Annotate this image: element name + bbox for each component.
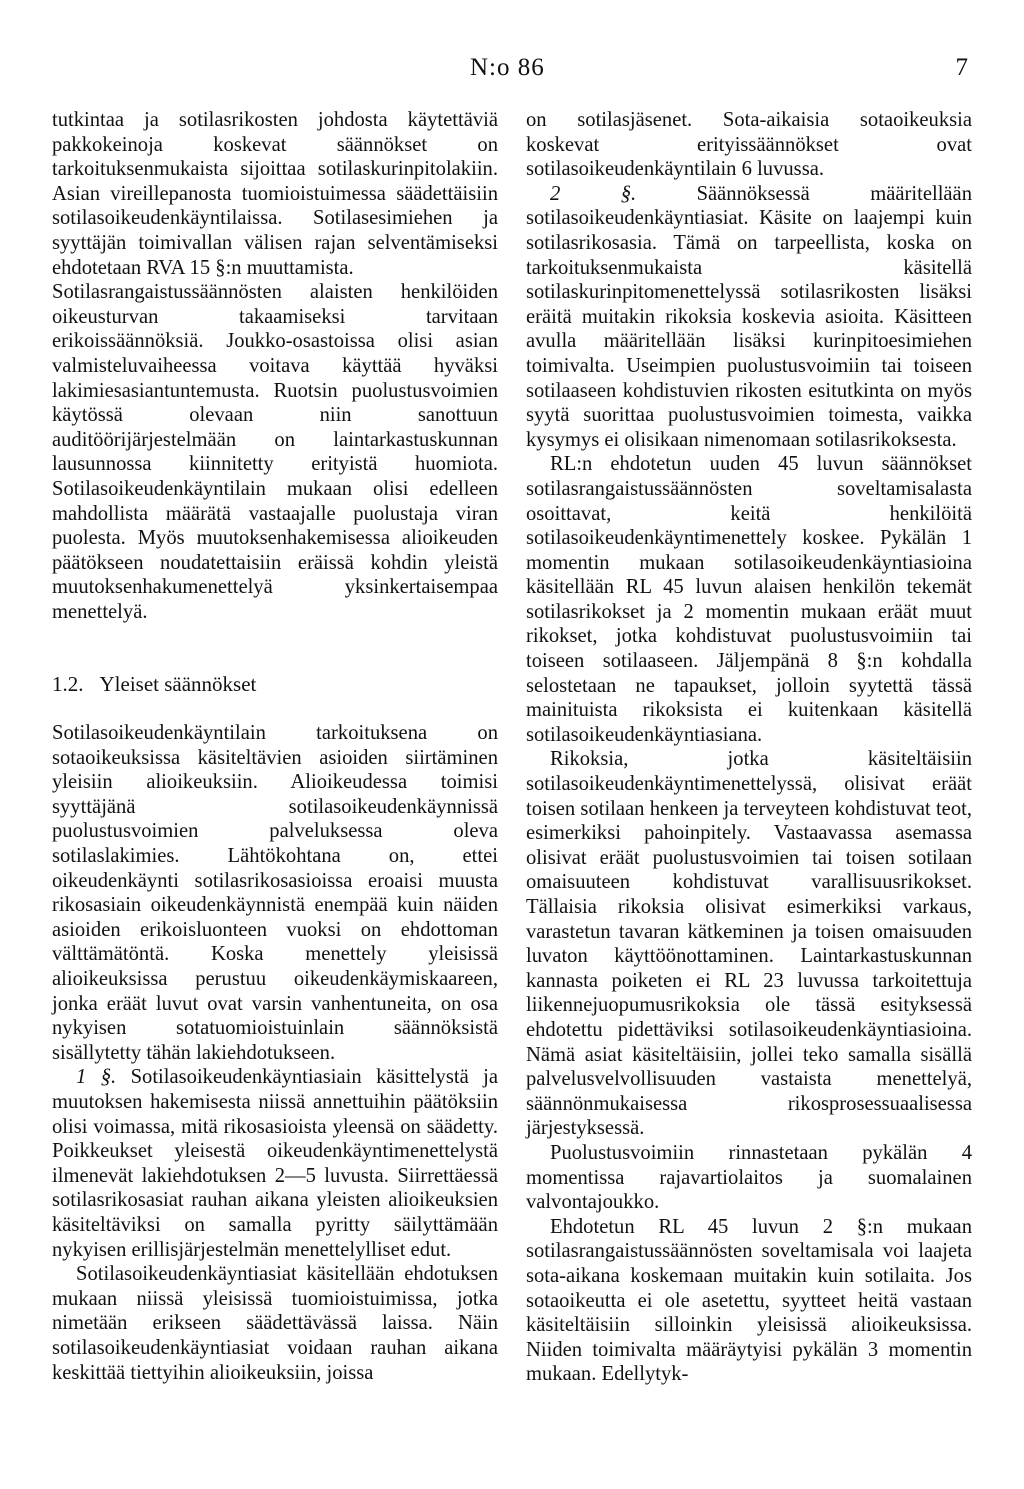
left-column — [52, 108, 498, 1385]
paragraph: Puolustusvoimiin rinnastetaan pykälän 4 momentissa rajavartiolaitos ja suomalainen valvontajoukko. — [526, 1141, 972, 1214]
paragraph: Sotilasoikeudenkäyntiasiat käsitellään ehdotuksen mukaan niissä yleisissä tuomioistuimissa, jotka nimetään erikseen säädettävässä laissa. Näin sotilasoikeudenkäyntiasiat voidaan rauhan aikana keskittää tiettyihin alioikeuksiin, joissa — [52, 1263, 498, 1384]
section-heading-text: Yleiset säännökset — [99, 672, 257, 697]
paragraph-body: Säännöksessä määritellään sotilasoikeudenkäyntiasiat. Käsite on laajempi kuin sotilasrikosasia. Tämä on tarpeellista, koska on tarkoituksenmukaista käsitellä sotilaskurinpitomenettelyssä sotilasrikosten lisäksi eräitä muitakin rikoksia koskevia asioita. Käsitteen avulla määritellään lisäksi kurinpitoesimiehen toimivalta. Useimpien puolustusvoimiin tai toiseen sotilaaseen kohdistuvien rikosten esitutkinta on myös syytä suorittaa puolustusvoimien toimesta, vaikka kysymys ei olisikaan nimenomaan sotilasrikoksesta. — [526, 182, 972, 451]
paragraph: Sotilasoikeudenkäyntilain tarkoituksena on sotaoikeuksissa käsiteltävien asioiden siirtäminen yleisiin alioikeuksiin. Alioikeudessa toimisi syyttäjänä sotilasoikeudenkäynnissä puolustusvoimien palveluksessa oleva sotilaslakimies. Lähtökohtana on, ettei oikeudenkäynti sotilasrikosasioissa eroaisi muusta rikosasiain oikeudenkäynnistä enempää kuin näiden asioiden erikoisluonteen vuoksi on ehdottoman välttämätöntä. Koska menettely yleisissä alioikeuksissa perustuu oikeudenkäymiskaareen, jonka eräät luvut ovat varsin vanhentuneita, on osa nykyisen sotatuomioistuinlain säännöksistä sisällytetty tähän lakiehdotukseen. — [52, 722, 498, 1064]
section-heading-number: 1.2. — [52, 672, 84, 697]
running-head: N:o 86 — [470, 54, 545, 81]
section-marker: 1 §. — [76, 1066, 117, 1089]
right-column — [526, 108, 972, 1387]
paragraph: RL:n ehdotetun uuden 45 luvun säännökset sotilasrangaistussäännösten soveltamisalasta osoittavat, keitä henkilöitä sotilasoikeudenkäyntimenettely koskee. Pykälän 1 momentin mukaan sotilasoikeudenkäyntiasioina käsitellään RL 45 luvun alaisen henkilön tekemät sotilasrikokset ja 2 momentin mukaan eräät muut rikokset, jotka kohdistuvat puolustusvoimiin tai toiseen sotilaaseen. Jäljempänä 8 §:n kohdalla selostetaan ne tapaukset, jolloin syytettä tässä mainituista rikoksista ei kuitenkaan käsitellä sotilasoikeudenkäyntiasiana. — [526, 453, 972, 746]
paragraph: Rikoksia, jotka käsiteltäisiin sotilasoikeudenkäyntimenettelyssä, olisivat eräät toisen sotilaan henkeen ja terveyteen kohdistuvat teot, esimerkiksi pahoinpitely. Vastaavassa asemassa olisivat eräät puolustusvoimien tai toisen sotilaan omaisuuteen kohdistuvat varallisuusrikokset. Tällaisia rikoksia olisivat esimerkiksi varkaus, varastetun tavaran kätkeminen ja toisen omaisuuden luvaton käyttöönottaminen. Laintarkastuskunnan kannasta poiketen ei RL 23 luvussa tarkoitettuja liikennejuopumusrikoksia ole tässä esityksessä ehdotettu pidettäviksi sotilasoikeudenkäyntiasioina. Nämä asiat käsiteltäisiin, jollei teko samalla sisällä palvelusvelvollisuuden vastaista menettelyä, säännönmukaisessa rikosprosessuaalisessa järjestyksessä. — [526, 748, 972, 1140]
page-number: 7 — [955, 54, 968, 81]
paragraph: Ehdotetun RL 45 luvun 2 §:n mukaan sotilasrangaistussäännösten soveltamisala voi laajeta sota-aikana koskemaan muitakin kuin sotilaita. Jos sotaoikeutta ei ole asetettu, syytteet heitä vastaan käsiteltäisiin silloinkin yleisissä alioikeuksissa. Niiden toimivalta määräytyisi pykälän 3 momentin mukaan. Edellytyk- — [526, 1215, 972, 1386]
paragraph: on sotilasjäsenet. Sota-aikaisia sotaoikeuksia koskevat erityissäännökset ovat sotilasoikeudenkäyntilain 6 luvussa. — [526, 109, 972, 181]
paragraph — [526, 182, 972, 453]
paragraph-body: Sotilasoikeudenkäyntiasiain käsittelystä ja muutoksen hakemisesta niissä annettuihin päätöksiin olisi voimassa, mitä rikosasioista yleensä on säädetty. Poikkeukset yleisestä oikeudenkäyntimenettelystä ilmenevät lakiehdotuksen 2—5 luvusta. Siirrettäessä sotilasrikosasiat rauhan aikana yleisten alioikeuksien käsiteltäviksi on samalla pyritty säilyttämään nykyisen erillisjärjestelmän menettelylliset edut. — [52, 1066, 499, 1261]
paragraph: Sotilasrangaistussäännösten alaisten henkilöiden oikeusturvan takaamiseksi tarvitaan erikoissäännöksiä. Joukko-osastoissa olisi asian valmisteluvaiheessa voitava käyttää hyväksi lakimiesasiantuntemusta. Ruotsin puolustusvoimien käytössä olevaan niin sanottuun auditöörijärjestelmään on laintarkastuskunnan lausunnossa kiinnitetty erityistä huomiota. Sotilasoikeudenkäyntilain mukaan olisi edelleen mahdollista määrätä vastaajalle puolustaja viran puolesta. Myös muutoksenhakemisessa alioikeuden päätökseen noudatettaisiin eräissä kohdin yleistä muutoksenhakumenettelyä yksinkertaisempaa menettelyä. — [52, 281, 498, 623]
paragraph: tutkintaa ja sotilasrikosten johdosta käytettäviä pakkokeinoja koskevat säännökset on tarkoituksenmukaista sijoittaa sotilaskurinpitolakiin. Asian vireillepanosta tuomioistuimessa säädettäisiin sotilasoikeudenkäyntilaissa. Sotilasesimiehen ja syyttäjän toimivallan välisen rajan selventämiseksi ehdotetaan RVA 15 §:n muuttamista. — [52, 109, 498, 279]
section-heading — [52, 672, 498, 697]
section-marker: 2 §. — [550, 182, 637, 205]
paragraph — [52, 1065, 498, 1262]
